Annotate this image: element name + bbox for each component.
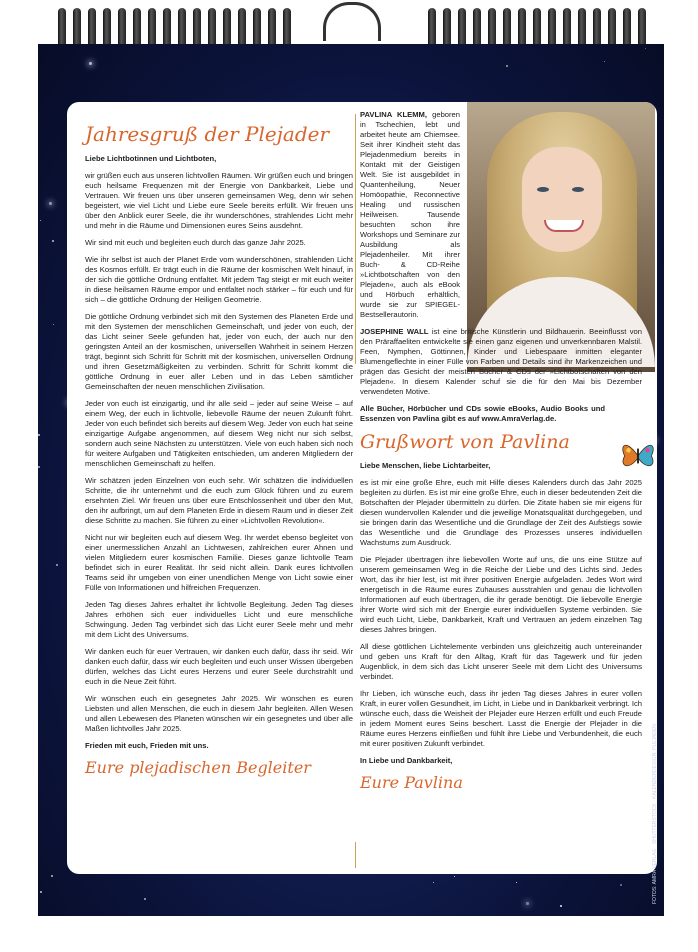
right-paragraph: All diese göttlichen Lichtelemente verbinden uns gleichzeitig auch untereinander und geben uns Kraft für den Alltag, Kraft für das Tagewerk und für jeden Augenblick, in dem sich das Licht unserer Seele mit dem Licht des Universums verbindet.: [360, 642, 642, 681]
spiral-ring: [563, 8, 571, 48]
spiral-ring: [163, 8, 171, 48]
bio-name-pavlina: PAVLINA KLEMM,: [360, 110, 427, 119]
spiral-ring: [223, 8, 231, 48]
bio-text-josephine: ist eine britische Künstlerin und Bildhauerin. Beeinflusst von den Präraffaeliten entwickelte sie einen ganz eigenen und unverkennbaren Malstil. Feen, Nymphen, Göttinnen, Kinder und Liebespaare inmitten eleganter Blumengeflechte in einer Fülle von Farben und Details sind ihr Markenzeichen und prägen das Gesicht der meisten Bücher & CDs der »Lichtbotschaften von den Plejaden«. In diesem Kalender schuf sie die für den Mai bis Dezember verwendeten Motive.: [360, 327, 642, 396]
spiral-ring: [608, 8, 616, 48]
spiral-ring: [133, 8, 141, 48]
spiral-ring: [268, 8, 276, 48]
right-greeting: Liebe Menschen, liebe Lichtarbeiter,: [360, 461, 491, 470]
left-column: [85, 114, 353, 777]
right-paragraph: Die Plejader übertragen ihre liebevollen Worte auf uns, die uns eine Stütze auf unserem gemeinsamen Weg in die Reiche der Liebe und des Lichts sind. Jedes Wort, das ihr hier lest, ist mit ihrer positiven Energie aufgeladen. Jedes Wort wird energetisch in die Räume eures Zuhauses ausstrahlen und genau die lichtvollen Informationen auf euch übertragen, die ihr gerade benötigt. Die liebevolle Energie ihrer Worte wird sich mit der Energie eurer individuellen Systeme verbinden. Sie wird euch Licht, Liebe, Dankbarkeit, Kraft und Vertrauen an jedem einzelnen Tag dieses Jahres bringen.: [360, 555, 642, 634]
spiral-ring: [533, 8, 541, 48]
right-title: Grußwort von Pavlina: [360, 431, 570, 453]
right-closing: In Liebe und Dankbarkeit,: [360, 756, 453, 765]
spiral-ring: [148, 8, 156, 48]
left-paragraph: Wir schätzen jeden Einzelnen von euch sehr. Wir schätzen die individuellen Schritte, die ihr unternehmt und die euch zum Glück führen und zu eurem ersehnten Ziel. Wir freuen uns über eure Entschlossenheit und über den Mut, den ihr aufbringt, um auf dem Planeten Erde in diesem Raum und in dieser Zeit diese Schritte zu machen. Sie führen zu einer »Lichtvollen Revolution«.: [85, 476, 353, 525]
photo-credit: [652, 524, 662, 904]
spiral-ring: [253, 8, 261, 48]
star: [506, 65, 508, 67]
star: [40, 891, 42, 893]
spiral-ring: [503, 8, 511, 48]
spiral-ring: [178, 8, 186, 48]
star: [40, 220, 41, 221]
column-divider-lower: [355, 842, 356, 868]
star: [51, 875, 53, 877]
star: [38, 466, 40, 468]
spiral-ring: [193, 8, 201, 48]
column-divider: [355, 114, 356, 364]
butterfly-icon: [619, 436, 657, 476]
star: [38, 434, 40, 436]
star: [433, 882, 434, 883]
spiral-ring: [518, 8, 526, 48]
photo-credit-text: FOTOS: AMRA VERLAG · SHUTTERSTOCK · KALENDERDESIGN: PLEJADEN: [652, 724, 658, 904]
calendar-page: [38, 44, 664, 916]
spiral-ring: [428, 8, 436, 48]
star: [620, 884, 622, 886]
spiral-ring: [88, 8, 96, 48]
bio-name-josephine: JOSEPHINE WALL: [360, 327, 429, 336]
spiral-ring: [238, 8, 246, 48]
spiral-ring: [638, 8, 646, 48]
bio-josephine: [360, 327, 642, 397]
left-greeting: Liebe Lichtbotinnen und Lichtboten,: [85, 154, 217, 163]
spiral-ring: [73, 8, 81, 48]
left-paragraph: Wir sind mit euch und begleiten euch durch das ganze Jahr 2025.: [85, 238, 306, 247]
spiral-ring: [623, 8, 631, 48]
left-paragraph: Wie ihr selbst ist auch der Planet Erde vom wunderschönen, strahlenden Licht des Kosmos erfüllt. Er trägt euch in die Räume der kosmischen Welt hinauf, in der sich die göttliche Ordnung entfaltet. Mit jedem Tag steigt er mit euch weiter in diese heilsamen Räume empor und entfaltet noch stärker – für euch und für sich – die göttliche Ordnung der Heiligen Geometrie.: [85, 255, 353, 304]
left-signature: Eure plejadischen Begleiter: [85, 758, 311, 777]
left-paragraph: wir grüßen euch aus unseren lichtvollen Räumen. Wir grüßen euch und bringen euch heilsame Frequenzen mit der Energie von Dankbarkeit, Liebe und Vertrauen. Wir freuen uns über unseren gemeinsamen Weg, denn wir sehen begeistert, wie viel Licht und Liebe eure Seele bereits erfüllt. Wir freuen uns über den Anblick eurer Seele, die ihr wunderschönes, strahlendes Licht mehr und mehr in die Räume und Dimensionen eures Seins ausdehnt.: [85, 171, 353, 230]
star: [560, 905, 562, 907]
books-note: Alle Bücher, Hörbücher und CDs sowie eBooks, Audio Books und Essenzen von Pavlina gibt es auf www.AmraVerlag.de.: [360, 404, 605, 423]
spiral-ring: [473, 8, 481, 48]
left-title: Jahresgruß der Plejader: [85, 122, 330, 146]
spiral-ring: [488, 8, 496, 48]
right-column: [360, 110, 642, 792]
spiral-ring: [593, 8, 601, 48]
star: [526, 902, 529, 905]
star: [56, 564, 58, 566]
left-paragraph: Jeden Tag dieses Jahres erhaltet ihr lichtvolle Begleitung. Jeden Tag dieses Jahres erhöhen sich euer individuelles Licht und eure menschliche Schwingung. Jeden Tag verbindet sich das Licht eurer Seele mehr und mehr mit dem Licht des Universums.: [85, 600, 353, 639]
star: [89, 62, 92, 65]
calendar-hanger: [323, 2, 381, 41]
spiral-ring: [443, 8, 451, 48]
left-paragraph: Jeder von euch ist einzigartig, und ihr alle seid – jeder auf seine Weise – auf einem Weg, der euch in lichtvolle, liebevolle Räume der neuen Zukunft führt. Jeder von euch befindet sich bereits auf diesem Weg. Jeder von euch hat seine einzigartige Aufgabe angenommen, auf diesem Weg nicht nur sich selbst, sondern auch seine Nächsten zu unterstützen. Viele von euch haben sich noch für weitere Aufgaben und Tätigkeiten entschieden, um anderen Mitgliedern der menschlichen Gemeinschaft zu helfen.: [85, 399, 353, 468]
star: [53, 324, 54, 325]
left-paragraph: Wir danken euch für euer Vertrauen, wir danken euch dafür, dass ihr seid. Wir danken euch dafür, dass wir euch begleiten und euch unser Wissen übergeben dürfen, welches das Licht eures Herzens und eurer Seele durchstrahlt und euch in die Neue Zeit führt.: [85, 647, 353, 686]
star: [144, 898, 146, 900]
right-signature: Eure Pavlina: [360, 773, 463, 792]
bio-text-pavlina: geboren in Tschechien, lebt und arbeitet heute am Chiemsee. Seit ihrer Kindheit steht das Plejadenmedium bereits in Kontakt mit der Geistigen Welt. Sie ist ausgebildet in Quantenheilung, Neuer Homöopathie, Reconnective Healing und russischen Heilweisen. Tausende besuchten schon ihre Workshops und Seminare zur Ausbildung als Plejadenheiler. Mit ihrer Buch- & CD-Reihe »Lichtbotschaften von den Plejaden«, auch als eBook und Hörbuch erhältlich, wurde sie zur SPIEGEL-Bestsellerautorin.: [360, 110, 460, 319]
star: [516, 882, 517, 883]
right-paragraph: es ist mir eine große Ehre, euch mit Hilfe dieses Kalenders durch das Jahr 2025 begleiten zu dürfen. Es ist mir eine große Ehre, euch in dieser bedeutenden Zeit die Botschaften der Plejader übermitteln zu dürfen. Die Zitate haben sie mir eigens für diesen wundervollen Kalender und die jeweilige Monatsqualität durchgegeben, und sie bringen darin das Wesentliche und die Grundlage der Zeit des Aufstiegs sowie das Wesentliche und die Grundlage des Prozesses unseres individuellen Wachstums zum Ausdruck.: [360, 478, 642, 547]
star: [604, 61, 605, 62]
spiral-ring: [578, 8, 586, 48]
spiral-ring: [548, 8, 556, 48]
text-panel: [67, 102, 657, 874]
star: [49, 202, 52, 205]
star: [454, 876, 455, 877]
spiral-ring: [58, 8, 66, 48]
star: [645, 48, 646, 49]
bio-pavlina: [360, 110, 460, 320]
spiral-ring: [208, 8, 216, 48]
left-paragraph: Die göttliche Ordnung verbindet sich mit den Systemen des Planeten Erde und mit den Systemen der menschlichen Gemeinschaft, und jeder von euch, der das Licht seiner Seele gefunden hat, jeder von euch, der auch nur den geringsten Anteil an der kosmischen, universellen Wahrheit in seinem Herzen trägt, beginnt sich Schritt für Schritt mit der kosmischen, universellen Ordnung und ihren Gesetzmäßigkeiten zu verbinden. Schritt für Schritt kommt die göttliche Ordnung in euer aller Leben und in das Leben sämtlicher Gemeinschaften der neuen menschlichen Zivilisation.: [85, 312, 353, 391]
left-closing: Frieden mit euch, Frieden mit uns.: [85, 741, 209, 750]
star: [52, 240, 54, 242]
right-paragraph: Ihr Lieben, ich wünsche euch, dass ihr jeden Tag dieses Jahres in eurer vollen Kraft, in eurer vollen Gesundheit, im Licht, in Liebe und in Dankbarkeit verbringt. Ich wünsche euch, dass die Weisheit der Plejader eure Herzen erfüllt und euch Freude in jedem Moment eures Seins beschert. Lasst die Energie der Plejader in die Räume eures Herzens einfließen und fühlt ihre Liebe und Verbundenheit, die euch mit eurer positiven Zukunft verbindet.: [360, 689, 642, 748]
left-paragraph: Nicht nur wir begleiten euch auf diesem Weg. Ihr werdet ebenso begleitet von einer unermesslichen Anzahl an Lichtwesen, zahlreichen eurer Ahnen und vielen Mitgliedern eurer kosmischen Familie. Dieses ganze lichtvolle Team befindet sich in eurer Realität. Ihr seid nicht allein. Dank eures lichtvollen Teams seid ihr umgeben von einer unendlichen Menge von Licht sowie einer Fülle von Informationen und hilfreichen Frequenzen.: [85, 533, 353, 592]
spiral-ring: [283, 8, 291, 48]
spiral-ring: [118, 8, 126, 48]
spiral-ring: [458, 8, 466, 48]
left-paragraph: Wir wünschen euch ein gesegnetes Jahr 2025. Wir wünschen es euren Liebsten und allen Menschen, die euch in diesem Jahr begleiten. Allen Wesen und allen Lebewesen des Planeten wünschen wir ein gesegnetes und über alle Maßen lichtvolles Jahr 2025.: [85, 694, 353, 733]
spiral-ring: [103, 8, 111, 48]
